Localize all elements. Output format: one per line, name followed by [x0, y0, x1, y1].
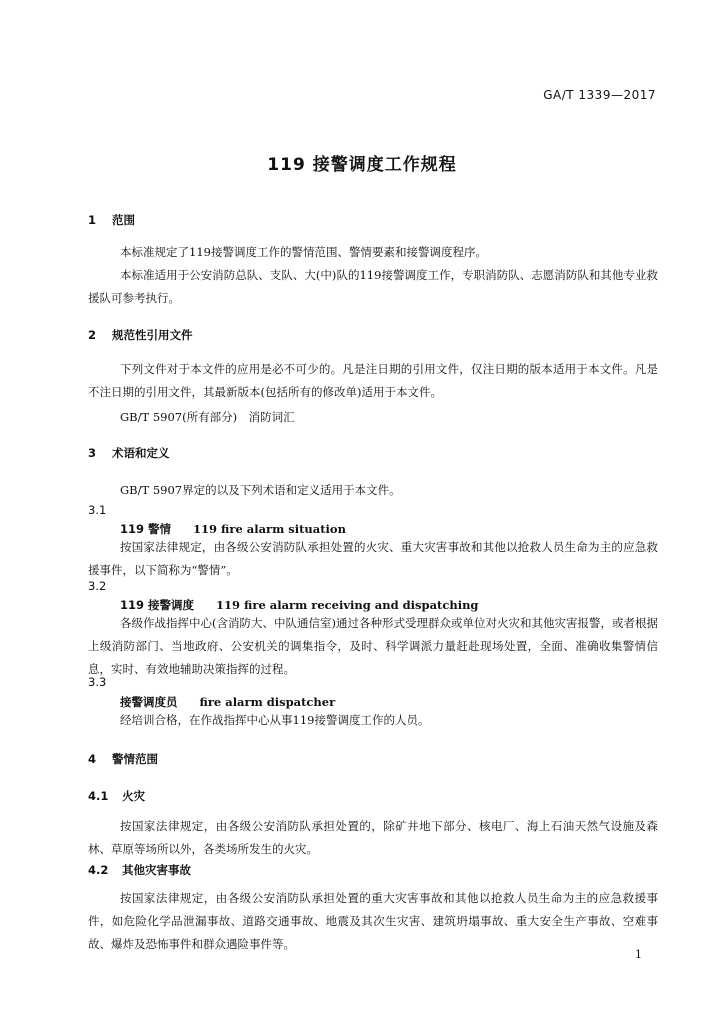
- section-title: 警情范围: [112, 752, 158, 766]
- section-1-para-2: 本标准适用于公安消防总队、支队、大(中)队的119接警调度工作，专职消防队、志愿消防队和其他专业救援队可参考执行。: [88, 268, 658, 305]
- subsection-4-2-para: 按国家法律规定，由各级公安消防队承担处置的重大灾害事故和其他以抢救人员生命为主的应急救援事件，如危险化学品泄漏事故、道路交通事故、地震及其次生灾害、建筑坍塌事故、重大安全生产事故、空难事故、爆炸及恐怖事件和群众遇险事件等。: [88, 891, 658, 951]
- section-1-para-1: 本标准规定了119接警调度工作的警情范围、警情要素和接警调度程序。: [120, 245, 487, 259]
- subsection-4-1-para: 按国家法律规定，由各级公安消防队承担处置的，除矿井地下部分、核电厂、海上石油天然气设施及森林、草原等场所以外，各类场所发生的火灾。: [88, 819, 658, 856]
- section-3-intro: GB/T 5907界定的以及下列术语和定义适用于本文件。: [120, 483, 401, 497]
- subsection-title: 其他灾害事故: [122, 863, 191, 877]
- clause-3-1-number: 3.1: [88, 503, 107, 517]
- section-number: 2: [88, 328, 97, 342]
- term-3-1-definition: 按国家法律规定，由各级公安消防队承担处置的火灾、重大灾害事故和其他以抢救人员生命为主的应急救援事件，以下简称为“警情”。: [88, 540, 658, 577]
- term-3-3: [120, 694, 335, 710]
- term-en: 119 fire alarm situation: [193, 522, 346, 536]
- subsection-number: 4.1: [88, 789, 109, 803]
- term-en: 119 fire alarm receiving and dispatching: [216, 598, 479, 612]
- section-title: 范围: [112, 213, 135, 227]
- section-number: 1: [88, 213, 97, 227]
- term-en: fire alarm dispatcher: [199, 695, 336, 709]
- term-cn: 接警调度员: [120, 695, 178, 709]
- section-title: 规范性引用文件: [112, 328, 193, 342]
- clause-3-2-number: 3.2: [88, 579, 107, 593]
- term-3-2: [120, 597, 478, 613]
- term-cn: 119 接警调度: [120, 598, 195, 612]
- section-number: 3: [88, 446, 97, 460]
- section-3-heading: [88, 445, 170, 461]
- document-title: 119 接警调度工作规程: [267, 155, 457, 175]
- section-2-para-1: 下列文件对于本文件的应用是必不可少的。凡是注日期的引用文件，仅注日期的版本适用于本文件。凡是不注日期的引用文件，其最新版本(包括所有的修改单)适用于本文件。: [88, 362, 658, 399]
- term-cn: 119 警情: [120, 522, 172, 536]
- standard-code: GA/T 1339—2017: [543, 88, 656, 102]
- section-number: 4: [88, 752, 97, 766]
- subsection-4-2-heading: [88, 862, 191, 878]
- subsection-4-1-heading: [88, 788, 145, 804]
- section-title: 术语和定义: [112, 446, 170, 460]
- section-4-heading: [88, 751, 158, 767]
- term-3-3-definition: 经培训合格，在作战指挥中心从事119接警调度工作的人员。: [120, 713, 430, 727]
- clause-3-3-number: 3.3: [88, 675, 107, 689]
- term-3-2-definition: 各级作战指挥中心(含消防大、中队通信室)通过各种形式受理群众或单位对火灾和其他灾害报警，或者根据上级消防部门、当地政府、公安机关的调集指令，及时、科学调派力量赶赴现场处置，全面、准确收集警情信息，实时、有效地辅助决策指挥的过程。: [88, 616, 658, 676]
- subsection-number: 4.2: [88, 863, 109, 877]
- section-1-heading: [88, 212, 135, 228]
- section-2-heading: [88, 327, 193, 343]
- normative-reference: GB/T 5907(所有部分) 消防词汇: [120, 410, 295, 424]
- term-3-1: [120, 521, 346, 537]
- subsection-title: 火灾: [122, 789, 145, 803]
- page-number: 1: [635, 948, 642, 961]
